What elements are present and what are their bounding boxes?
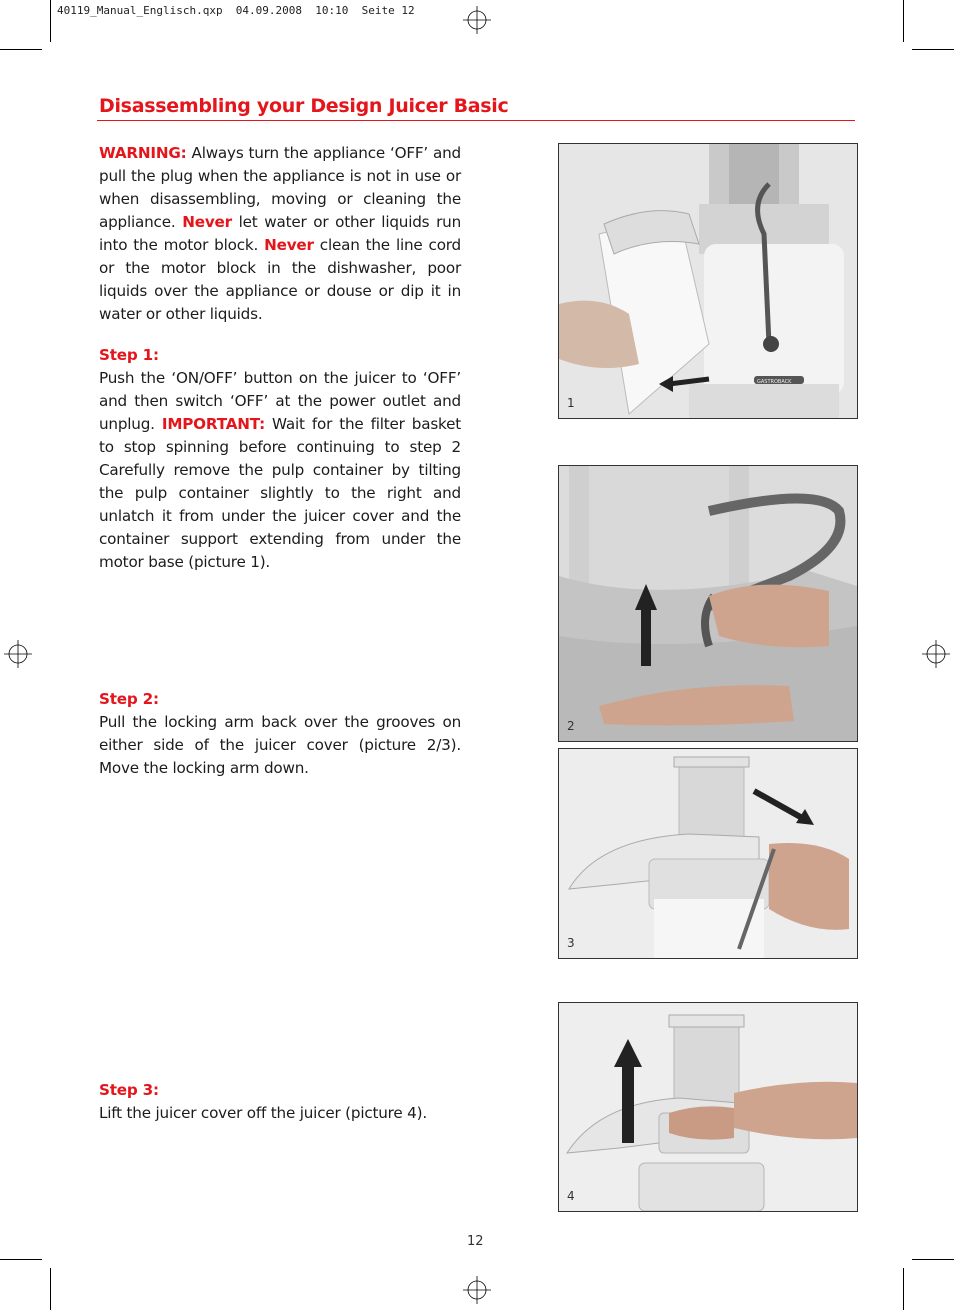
photo-4 <box>558 1002 858 1212</box>
warning-paragraph <box>99 142 461 326</box>
step-3-heading: Step 3: <box>99 1081 159 1099</box>
photo-2 <box>558 465 858 742</box>
step-1-heading: Step 1: <box>99 346 159 364</box>
crop-mark <box>912 49 954 50</box>
crop-mark <box>0 49 42 50</box>
step-3 <box>99 1079 461 1125</box>
step-2-heading: Step 2: <box>99 690 159 708</box>
step-2 <box>99 688 461 780</box>
registration-mark-icon <box>4 640 32 668</box>
step-1-text: Push the ‘ON/OFF’ button on the juicer to ‘OFF’ and then switch ‘OFF’ at the power outlet and unplug. <box>99 369 461 433</box>
photo-3-number: 3 <box>567 936 575 950</box>
step-3-text: Lift the juicer cover off the juicer (picture 4). <box>99 1104 427 1122</box>
warning-text: Always turn the appliance ‘OFF’ and pull the plug when the appliance is not in use or when disassembling, moving or cleaning the appliance. <box>99 144 461 231</box>
crop-mark <box>50 1268 51 1310</box>
brand-label: GASTROBACK <box>757 379 792 385</box>
step-1 <box>99 344 461 574</box>
photo-3 <box>558 748 858 959</box>
warning-text: let water or other liquids run into the motor block. <box>99 213 461 254</box>
photo-2-number: 2 <box>567 719 575 733</box>
juicer-arm-down-illustration <box>559 749 857 958</box>
crop-mark <box>0 1259 42 1260</box>
juicer-pulp-container-illustration <box>559 144 857 418</box>
title-underline <box>97 120 855 121</box>
registration-mark-icon <box>463 6 491 34</box>
important-label: IMPORTANT: <box>161 415 265 433</box>
page-title: Disassembling your Design Juicer Basic <box>99 95 509 117</box>
print-slug: 40119_Manual_Englisch.qxp 04.09.2008 10:10 Seite 12 <box>57 4 415 17</box>
photo-4-number: 4 <box>567 1189 575 1203</box>
juicer-cover-lift-illustration <box>559 1003 857 1211</box>
photo-1-number: 1 <box>567 396 575 410</box>
juicer-locking-arm-illustration <box>559 466 857 741</box>
crop-mark <box>903 1268 904 1310</box>
step-2-text: Pull the locking arm back over the grooves on either side of the juicer cover (picture 2/3). Move the locking arm down. <box>99 713 461 777</box>
step-1-text: Wait for the filter basket to stop spinning before continuing to step 2 Carefully remove the pulp container by tilting the pulp container slightly to the right and unlatch it from under the juicer cover and the container support extending from under the motor base (picture 1). <box>99 415 462 571</box>
photo-1 <box>558 143 858 419</box>
warning-text: clean the line cord or the motor block in the dishwasher, poor liquids over the appliance or douse or dip it in water or other liquids. <box>99 236 461 323</box>
crop-mark <box>50 0 51 42</box>
registration-mark-icon <box>463 1276 491 1304</box>
never-emphasis: Never <box>182 213 232 231</box>
page-number: 12 <box>467 1234 484 1249</box>
registration-mark-icon <box>922 640 950 668</box>
warning-label: WARNING: <box>99 144 187 162</box>
crop-mark <box>903 0 904 42</box>
never-emphasis: Never <box>264 236 314 254</box>
crop-mark <box>912 1259 954 1260</box>
